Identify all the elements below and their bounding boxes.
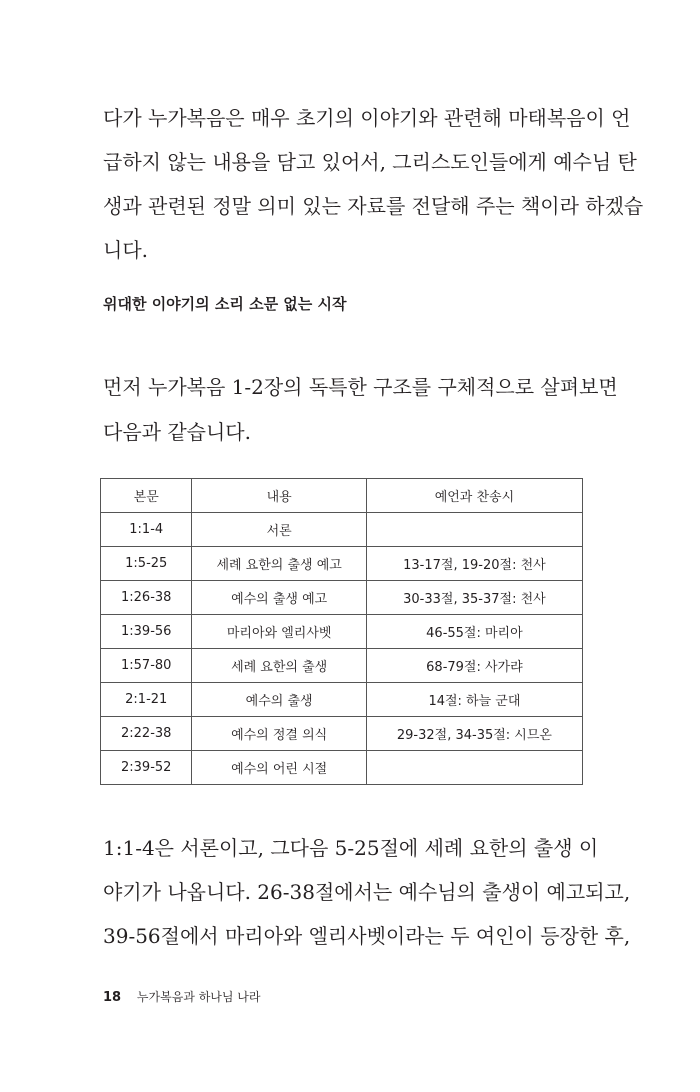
prophecy-cell: 30-33절, 35-37절: 천사 <box>366 581 582 615</box>
passage-cell: 1:57-80 <box>101 649 192 683</box>
body-paragraph-1 <box>103 96 644 272</box>
content-cell: 예수의 어린 시절 <box>192 751 366 785</box>
table-row <box>101 649 583 683</box>
content-cell: 세례 요한의 출생 예고 <box>192 547 366 581</box>
text-line: 먼저 누가복음 1-2장의 독특한 구조를 구체적으로 살펴보면 <box>103 375 618 399</box>
passage-cell: 2:39-52 <box>101 751 192 785</box>
passage-cell: 2:22-38 <box>101 717 192 751</box>
content-cell: 예수의 정결 의식 <box>192 717 366 751</box>
content-cell: 예수의 출생 예고 <box>192 581 366 615</box>
page-footer <box>103 988 260 1005</box>
content-cell: 서론 <box>192 513 366 547</box>
passage-cell: 1:5-25 <box>101 547 192 581</box>
header-prophecy-column: 예언과 찬송시 <box>366 479 582 513</box>
text-line: 니다. <box>103 238 148 262</box>
table-row <box>101 683 583 717</box>
table-row <box>101 513 583 547</box>
prophecy-cell <box>366 513 582 547</box>
text-line: 야기가 나옵니다. 26-38절에서는 예수님의 출생이 예고되고, <box>103 880 631 904</box>
table-row <box>101 717 583 751</box>
table-row <box>101 581 583 615</box>
book-title: 누가복음과 하나님 나라 <box>136 990 261 1004</box>
text-line: 급하지 않는 내용을 담고 있어서, 그리스도인들에게 예수님 탄 <box>103 150 637 174</box>
table-header-row <box>101 479 583 513</box>
content-cell: 예수의 출생 <box>192 683 366 717</box>
prophecy-cell: 29-32절, 34-35절: 시므온 <box>366 717 582 751</box>
content-cell: 세례 요한의 출생 <box>192 649 366 683</box>
content-cell: 마리아와 엘리사벳 <box>192 615 366 649</box>
passage-cell: 1:39-56 <box>101 615 192 649</box>
passage-cell: 2:1-21 <box>101 683 192 717</box>
prophecy-cell: 46-55절: 마리아 <box>366 615 582 649</box>
table-row <box>101 751 583 785</box>
table-row <box>101 615 583 649</box>
header-text-column: 본문 <box>101 479 192 513</box>
header-content-column: 내용 <box>192 479 366 513</box>
passage-cell: 1:26-38 <box>101 581 192 615</box>
text-line: 39-56절에서 마리아와 엘리사벳이라는 두 여인이 등장한 후, <box>103 924 631 948</box>
section-heading: 위대한 이야기의 소리 소문 없는 시작 <box>103 295 347 313</box>
page-number: 18 <box>103 990 122 1005</box>
passage-cell: 1:1-4 <box>101 513 192 547</box>
prophecy-cell: 13-17절, 19-20절: 천사 <box>366 547 582 581</box>
body-paragraph-2 <box>103 365 618 455</box>
prophecy-cell <box>366 751 582 785</box>
luke-structure-table <box>100 478 583 785</box>
prophecy-cell: 14절: 하늘 군대 <box>366 683 582 717</box>
text-line: 다음과 같습니다. <box>103 420 251 444</box>
prophecy-cell: 68-79절: 사가랴 <box>366 649 582 683</box>
text-line: 생과 관련된 정말 의미 있는 자료를 전달해 주는 책이라 하겠습 <box>103 194 644 218</box>
table-row <box>101 547 583 581</box>
body-paragraph-3 <box>103 826 631 958</box>
text-line: 1:1-4은 서론이고, 그다음 5-25절에 세례 요한의 출생 이 <box>103 836 599 860</box>
text-line: 다가 누가복음은 매우 초기의 이야기와 관련해 마태복음이 언 <box>103 106 631 130</box>
